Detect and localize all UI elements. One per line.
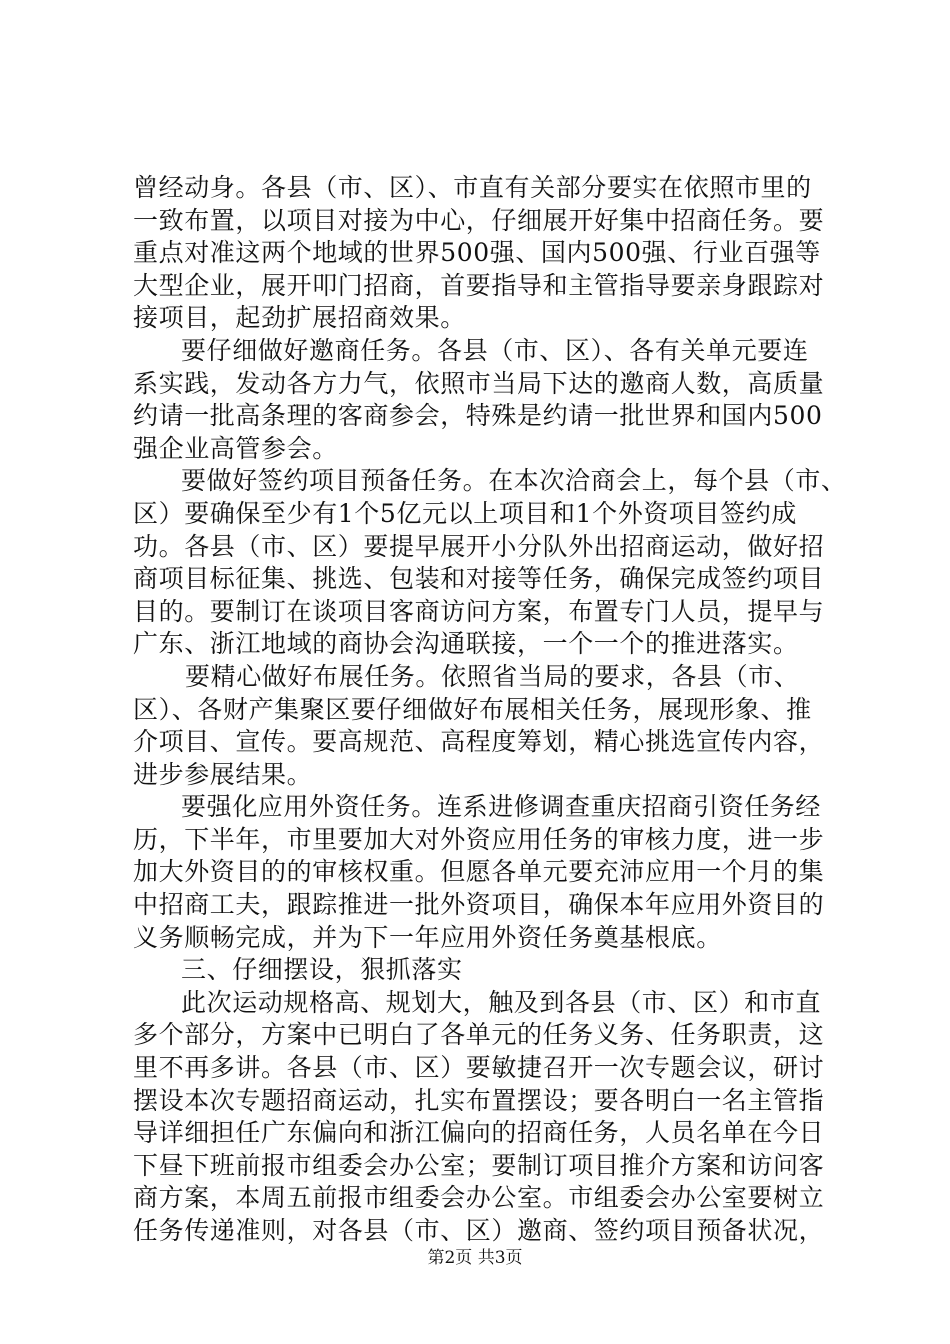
- text-line: 强企业高管参会。: [133, 433, 338, 463]
- text-line: 功。各县（市、区）要提早展开小分队外出招商运动，做好招: [133, 531, 825, 561]
- text-line: 区）要确保至少有1个5亿元以上项目和1个外资项目签约成: [133, 498, 797, 528]
- text-line: 商项目标征集、挑选、包装和对接等任务，确保完成签约项目: [133, 564, 825, 594]
- text-line: 区）、各财产集聚区要仔细做好布展相关任务，展现形象、推: [133, 694, 812, 724]
- text-line: 重点对准这两个地域的世界500强、国内500强、行业百强等: [133, 238, 821, 268]
- text-line: 广东、浙江地域的商协会沟通联接，一个一个的推进落实。: [133, 629, 799, 659]
- text-line: 义务顺畅完成，并为下一年应用外资任务奠基根底。: [133, 922, 722, 952]
- text-line: 加大外资目的的审核权重。但愿各单元要充沛应用一个月的集: [133, 857, 825, 887]
- paragraph-start-line: 要精心做好布展任务。依照省当局的要求，各县（市、: [185, 661, 800, 691]
- text-line: 历，下半年，市里要加大对外资应用任务的审核力度，进一步: [133, 824, 825, 854]
- text-line: 中招商工夫，跟踪推进一批外资项目，确保本年应用外资目的: [133, 890, 825, 920]
- page-number-footer: 第2页 共3页: [427, 1248, 523, 1268]
- text-line: 介项目、宣传。要高规范、高程度筹划，精心挑选宣传内容，: [133, 727, 825, 757]
- text-line: 里不再多讲。各县（市、区）要敏捷召开一次专题会议，研讨: [133, 1053, 825, 1083]
- paragraph-start-line: 此次运动规格高、规划大，触及到各县（市、区）和市直: [181, 987, 822, 1017]
- text-line: 摆设本次专题招商运动，扎实布置摆设；要各明白一名主管指: [133, 1085, 825, 1115]
- text-line: 进步参展结果。: [133, 759, 313, 789]
- text-line: 下昼下班前报市组委会办公室；要制订项目推介方案和访问客: [133, 1150, 825, 1180]
- text-line: 目的。要制订在谈项目客商访问方案，布置专门人员，提早与: [133, 596, 825, 626]
- text-line: 大型企业，展开叩门招商，首要指导和主管指导要亲身跟踪对: [133, 270, 825, 300]
- text-line: 约请一批高条理的客商参会，特殊是约请一批世界和国内500: [133, 401, 823, 431]
- text-line: 系实践，发动各方力气，依照市当局下达的邀商人数，高质量: [133, 368, 825, 398]
- paragraph-start-line: 要做好签约项目预备任务。在本次洽商会上，每个县（市、: [181, 466, 847, 496]
- text-line: 商方案，本周五前报市组委会办公室。市组委会办公室要树立: [133, 1183, 825, 1213]
- text-line: 导详细担任广东偏向和浙江偏向的招商任务，人员名单在今日: [133, 1118, 825, 1148]
- text-line: 曾经动身。各县（市、区）、市直有关部分要实在依照市里的: [133, 173, 812, 202]
- document-body: [133, 172, 847, 1248]
- paragraph-start-line: 要仔细做好邀商任务。各县（市、区）、各有关单元要连: [181, 335, 809, 365]
- text-line: 接项目，起劲扩展招商效果。: [133, 303, 466, 333]
- paragraph-start-line: 要强化应用外资任务。连系进修调查重庆招商引资任务经: [181, 792, 822, 822]
- section-heading: 三、仔细摆设，狠抓落实: [181, 955, 463, 985]
- text-line: 一致布置，以项目对接为中心，仔细展开好集中招商任务。要: [133, 205, 825, 235]
- text-line: 多个部分，方案中已明白了各单元的任务义务、任务职责，这: [133, 1020, 825, 1050]
- text-line: 任务传递准则，对各县（市、区）邀商、签约项目预备状况，: [133, 1216, 825, 1245]
